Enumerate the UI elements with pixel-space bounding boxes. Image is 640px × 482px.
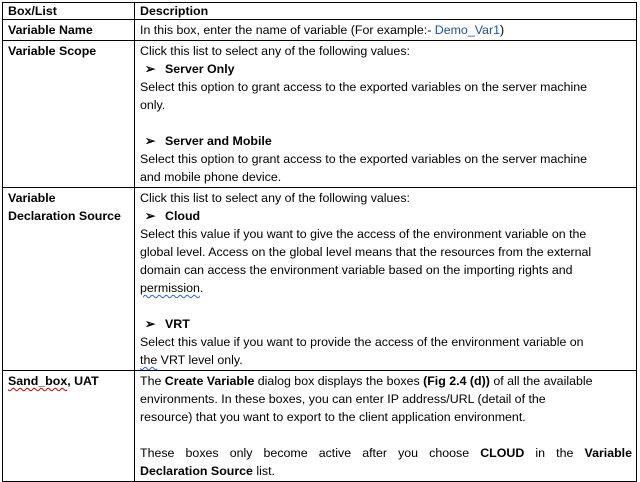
- bold-run: (Fig 2.4 (d)): [423, 374, 490, 388]
- table-row: [3, 188, 637, 371]
- scope-option2-line2: and mobile phone device.: [140, 170, 282, 184]
- cloud-line3: domain can access the environment variable based on the importing rights and: [140, 263, 573, 277]
- arrow-bullet-icon: ➢: [145, 62, 156, 76]
- table-row: [3, 41, 637, 188]
- text-run: The: [140, 374, 165, 388]
- line-rest: .: [199, 281, 204, 295]
- scope-intro: Click this list to select any of the following values:: [140, 44, 410, 58]
- bold-run: Declaration Source: [140, 464, 253, 478]
- text-run: dialog box displays the boxes: [254, 374, 424, 388]
- row-label-sandbox: [3, 371, 135, 482]
- sandbox-line1: [140, 372, 632, 390]
- row-label-variable-scope: Variable Scope: [3, 41, 135, 188]
- cloud-line1: Select this value if you want to give the access of the environment variable on the: [140, 227, 587, 241]
- text-run: of all the available: [489, 374, 593, 388]
- text-run: These boxes only become active after you choose: [140, 446, 481, 460]
- scope-option2-line1: Select this option to grant access to the exported variables on the server machine: [140, 152, 588, 166]
- sandbox-line3: resource) that you want to export to the client application environment.: [140, 410, 526, 424]
- cloud-line2: global level. Access on the global level means that the resources from the external: [140, 245, 592, 259]
- table-row: [3, 371, 637, 482]
- scope-option1-line2: only.: [140, 98, 166, 112]
- source-option-vrt: [140, 315, 632, 333]
- arrow-bullet-icon: ➢: [145, 209, 156, 223]
- table-header-row: [3, 3, 637, 20]
- row-desc-variable-name: [135, 20, 637, 41]
- spacer: [140, 114, 632, 132]
- row-desc-declaration-source: [135, 188, 637, 371]
- spellcheck-word: Sand_box: [8, 374, 68, 388]
- option-title: Server and Mobile: [165, 134, 272, 148]
- bold-run: Variable: [584, 446, 633, 460]
- label-rest: , UAT: [67, 374, 99, 388]
- spellcheck-word: permission: [140, 281, 200, 295]
- option-title: VRT: [165, 317, 190, 331]
- cloud-line4: [140, 279, 632, 297]
- text-run: in the: [524, 446, 585, 460]
- scope-option-server-only: [140, 60, 632, 78]
- bold-run: CLOUD: [480, 446, 525, 460]
- vrt-line2: [140, 351, 632, 369]
- scope-option-server-mobile: [140, 132, 632, 150]
- arrow-bullet-icon: ➢: [145, 317, 156, 331]
- vrt-line1: Select this value if you want to provide the access of the environment variable on: [140, 335, 584, 349]
- properties-table: [2, 2, 637, 482]
- label-line1: Variable: [8, 191, 56, 205]
- label-line2: Declaration Source: [8, 209, 121, 223]
- bold-run: Create Variable: [164, 374, 255, 388]
- desc-close: ): [499, 23, 505, 37]
- desc-text: In this box, enter the name of variable (For example:-: [140, 23, 435, 37]
- option-title: Cloud: [165, 209, 201, 223]
- spacer: [140, 426, 632, 444]
- arrow-bullet-icon: ➢: [145, 134, 156, 148]
- row-label-declaration-source: [3, 188, 135, 371]
- sandbox-line2: environments. In these boxes, you can enter IP address/URL (detail of the: [140, 392, 546, 406]
- scope-option1-line1: Select this option to grant access to the exported variables on the server machine: [140, 80, 588, 94]
- source-option-cloud: [140, 207, 632, 225]
- source-intro: Click this list to select any of the following values:: [140, 191, 410, 205]
- row-label-variable-name: Variable Name: [3, 20, 135, 41]
- option-title: Server Only: [165, 62, 235, 76]
- sandbox-line5: [140, 444, 632, 462]
- row-desc-sandbox: [135, 371, 637, 482]
- spellcheck-word: the: [140, 353, 158, 367]
- line-rest: VRT level only.: [157, 353, 243, 367]
- header-description: Description: [135, 3, 637, 20]
- header-box-list: Box/List: [3, 3, 135, 20]
- table-row: [3, 20, 637, 41]
- row-desc-variable-scope: [135, 41, 637, 188]
- spacer: [140, 297, 632, 315]
- sandbox-line6: [140, 462, 632, 480]
- example-value: Demo_Var1: [434, 23, 500, 37]
- text-run: list.: [252, 464, 275, 478]
